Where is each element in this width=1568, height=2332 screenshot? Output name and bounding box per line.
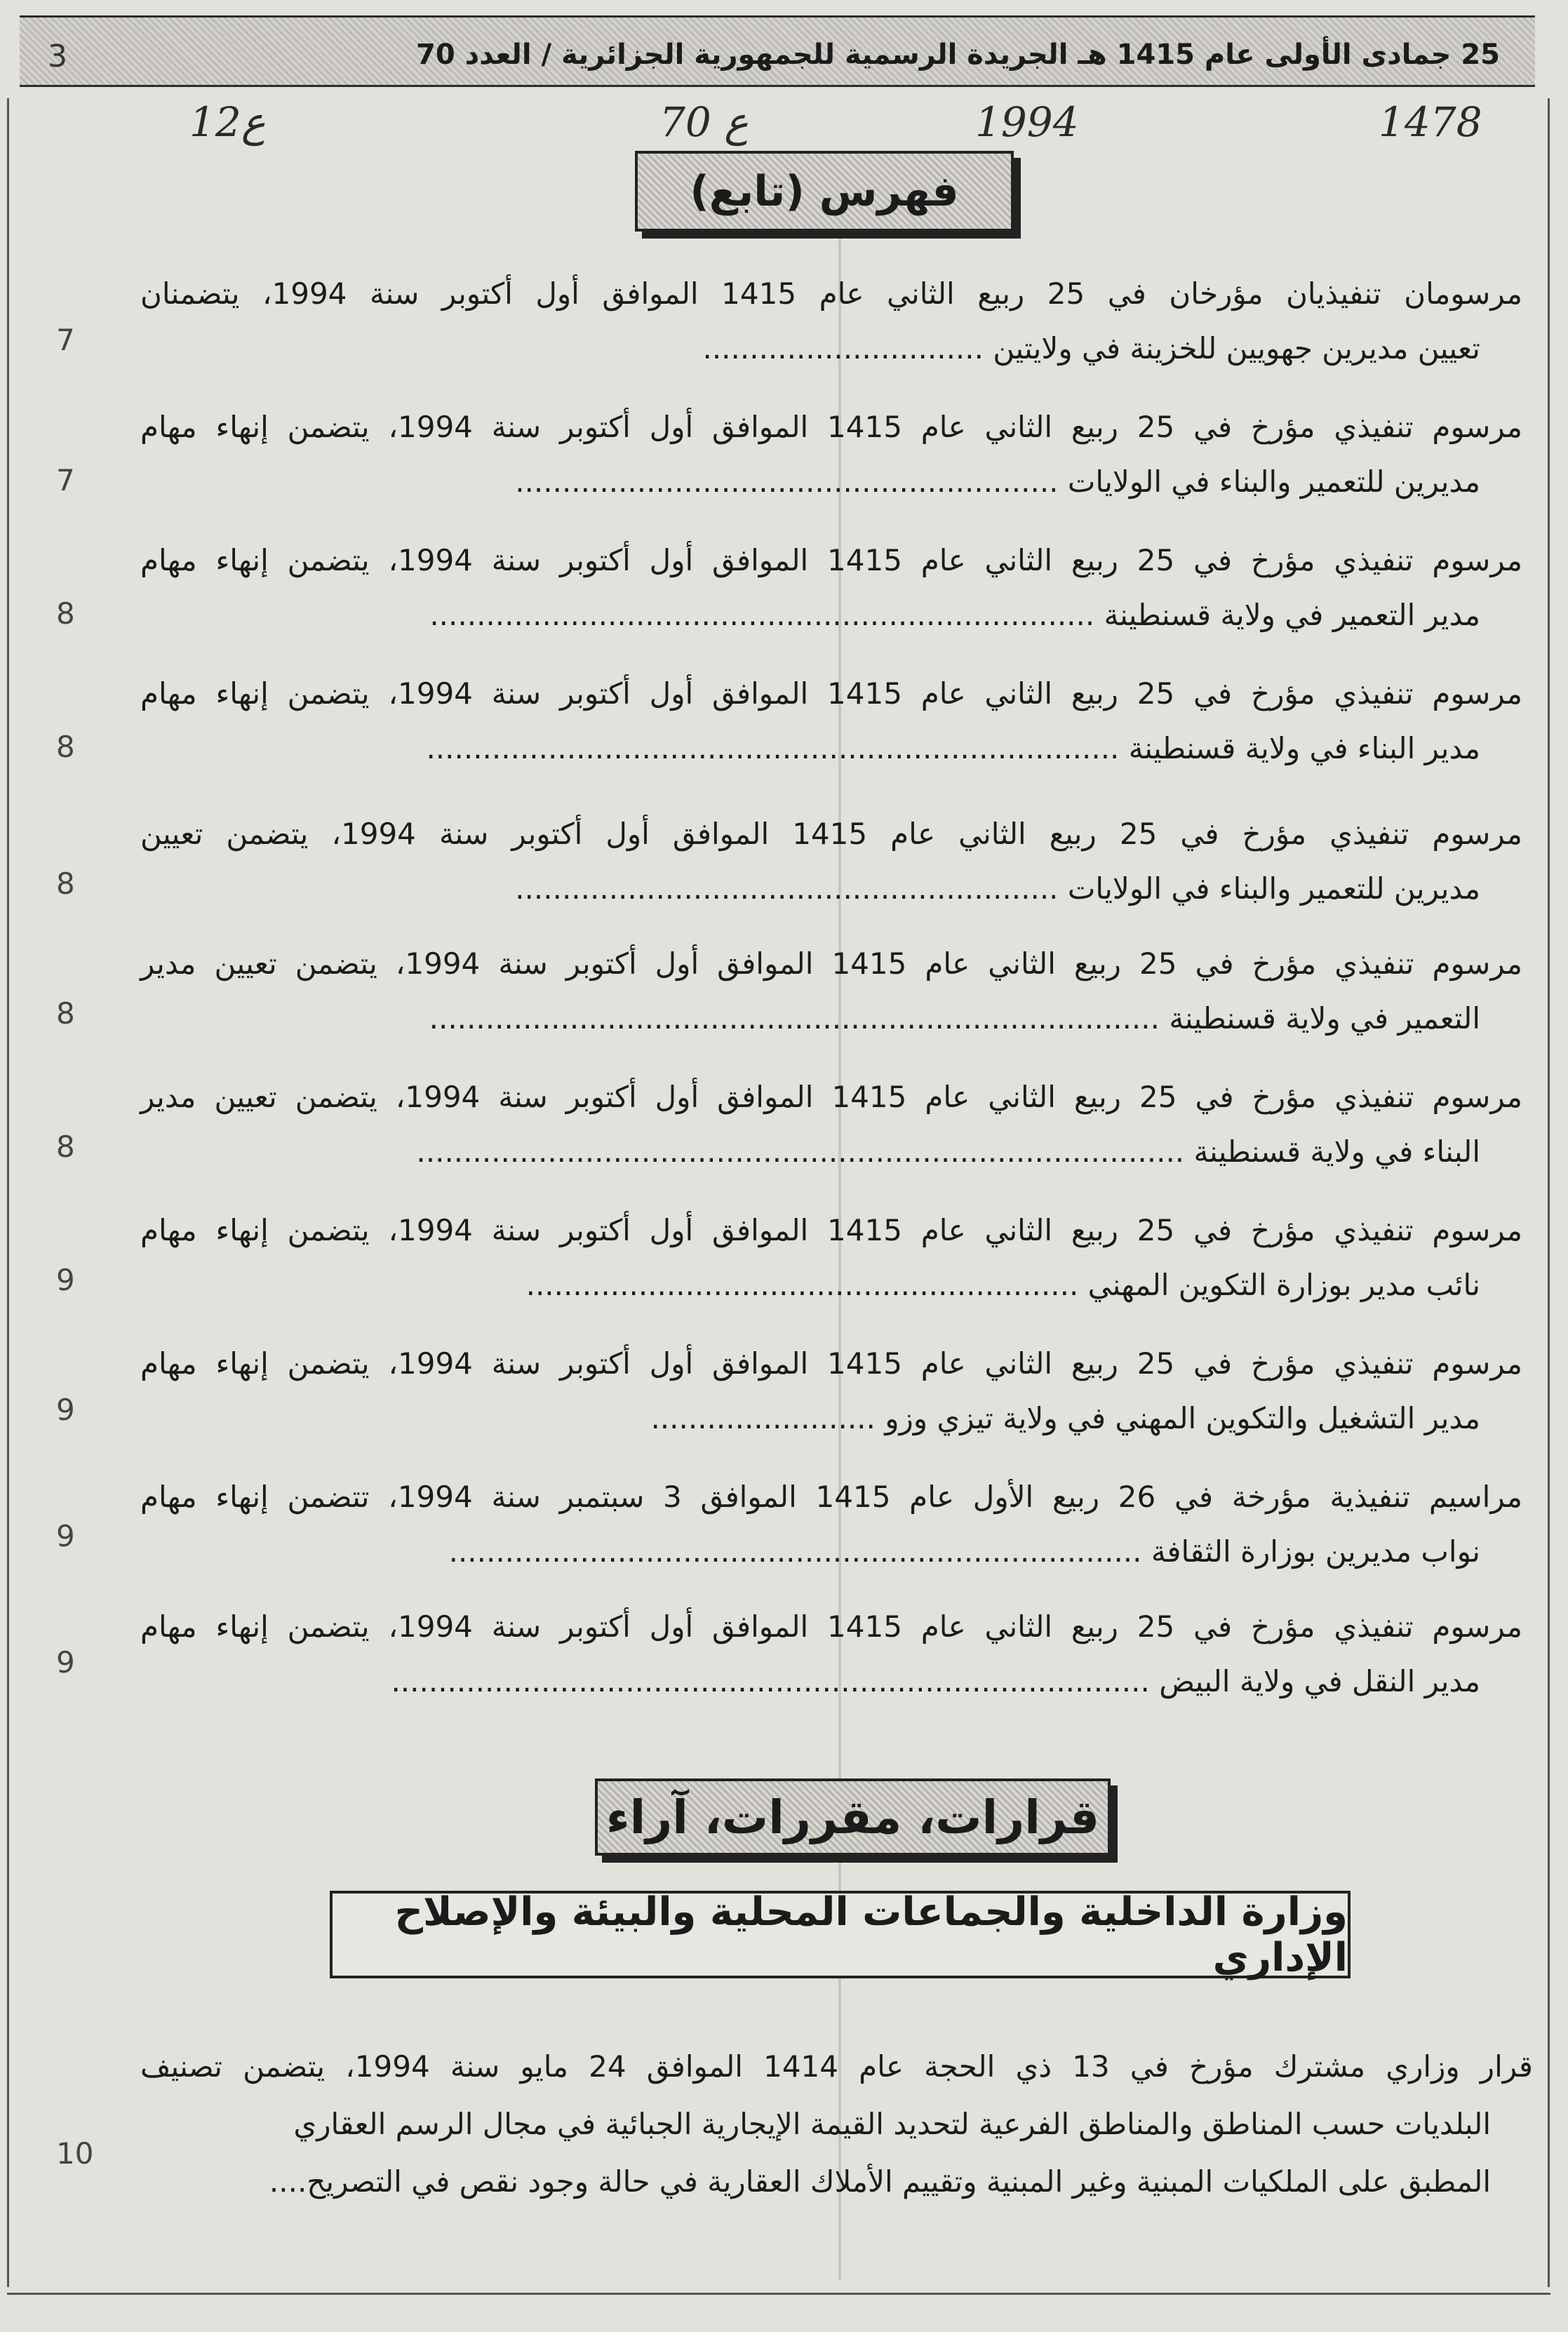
header-band xyxy=(20,15,1535,87)
index-entry xyxy=(140,1600,1522,1709)
index-entry xyxy=(140,666,1522,776)
index-entry xyxy=(140,533,1522,643)
entry-line-2: مدير البناء في ولاية قسنطينة .......................................................................... xyxy=(426,731,1480,765)
entry-line-2: نائب مدير بوزارة التكوين المهني ........................................................... xyxy=(525,1268,1480,1302)
final-entry-line-2: البلديات حسب المناطق والمناطق الفرعية لتحديد القيمة الإيجارية الجبائية في مجال الرسم العقاري xyxy=(293,2107,1491,2141)
entry-page: 8 xyxy=(56,866,75,901)
entry-line-2: مديرين للتعمير والبناء في الولايات .......................................................... xyxy=(515,871,1480,906)
index-entry xyxy=(140,1203,1522,1313)
final-entry-line-1: قرار وزاري مشترك مؤرخ في 13 ذي الحجة عام 1414 الموافق 24 مايو سنة 1994، يتضمن تصنيف xyxy=(140,2049,1534,2084)
index-entry xyxy=(140,267,1522,376)
entry-page: 9 xyxy=(56,1263,75,1297)
entry-page: 8 xyxy=(56,996,75,1031)
handwritten-note-1: 12ع xyxy=(189,98,266,146)
ministry-title: وزارة الداخلية والجماعات المحلية والبيئة والإصلاح الإداري xyxy=(394,1889,1348,1981)
index-entry xyxy=(140,400,1522,509)
bottom-border xyxy=(7,2293,1550,2295)
entry-line-1: مرسوم تنفيذي مؤرخ في 25 ربيع الثاني عام 1415 الموافق أول أكتوبر سنة 1994، يتضمن إنهاء مهام xyxy=(140,410,1522,444)
entry-line-1: مرسوم تنفيذي مؤرخ في 25 ربيع الثاني عام 1415 الموافق أول أكتوبر سنة 1994، يتضمن إنهاء مهام xyxy=(140,1213,1522,1247)
decisions-title-box xyxy=(595,1778,1111,1856)
entry-line-2: مدير التشغيل والتكوين المهني في ولاية تيزي وزو ........................ xyxy=(650,1401,1480,1435)
entry-line-1: مرسوم تنفيذي مؤرخ في 25 ربيع الثاني عام 1415 الموافق أول أكتوبر سنة 1994، يتضمن إنهاء مهام xyxy=(140,1609,1522,1644)
index-entry xyxy=(140,1070,1522,1179)
index-entry xyxy=(140,937,1522,1046)
entry-line-1: مرسوم تنفيذي مؤرخ في 25 ربيع الثاني عام 1415 الموافق أول أكتوبر سنة 1994، يتضمن تعيين xyxy=(140,817,1522,851)
handwritten-note-3: 1994 xyxy=(975,98,1079,146)
entry-line-2: مدير التعمير في ولاية قسنطينة ....................................................................... xyxy=(429,598,1480,632)
entry-page: 9 xyxy=(56,1393,75,1427)
entry-page: 7 xyxy=(56,323,75,357)
left-border xyxy=(7,98,9,2287)
page-number: 3 xyxy=(48,39,67,74)
entry-page: 8 xyxy=(56,1130,75,1164)
entry-page: 9 xyxy=(56,1519,75,1553)
entry-line-1: مرسوم تنفيذي مؤرخ في 25 ربيع الثاني عام 1415 الموافق أول أكتوبر سنة 1994، يتضمن إنهاء مهام xyxy=(140,676,1522,711)
entry-line-1: مرسوم تنفيذي مؤرخ في 25 ربيع الثاني عام 1415 الموافق أول أكتوبر سنة 1994، يتضمن تعيين مدير xyxy=(140,1080,1523,1114)
entry-line-2: البناء في ولاية قسنطينة .................................................................................. xyxy=(416,1134,1480,1169)
right-border xyxy=(1548,98,1550,2287)
entry-line-1: مرسوم تنفيذي مؤرخ في 25 ربيع الثاني عام 1415 الموافق أول أكتوبر سنة 1994، يتضمن إنهاء مهام xyxy=(140,543,1522,577)
index-entry xyxy=(140,807,1522,916)
entry-line-2: مدير النقل في ولاية البيض ................................................................................. xyxy=(391,1664,1480,1698)
final-entry-line-3: المطبق على الملكيات المبنية وغير المبنية وتقييم الأملاك العقارية في حالة وجود نقص في التصريح.... xyxy=(269,2164,1491,2199)
handwritten-note-2: 70 ع xyxy=(659,98,749,146)
index-entry xyxy=(140,1470,1522,1579)
entry-line-1: مراسيم تنفيذية مؤرخة في 26 ربيع الأول عام 1415 الموافق 3 سبتمبر سنة 1994، تتضمن إنهاء مهام xyxy=(140,1480,1523,1514)
final-entry xyxy=(140,2038,1533,2211)
index-title: فهرس (تابع) xyxy=(690,166,959,216)
entry-line-2: مديرين للتعمير والبناء في الولايات .......................................................... xyxy=(515,464,1480,499)
entry-page: 9 xyxy=(56,1645,75,1680)
entry-page: 7 xyxy=(56,463,75,497)
entry-page: 8 xyxy=(56,730,75,764)
entry-line-2: التعمير في ولاية قسنطينة .............................................................................. xyxy=(429,1001,1480,1036)
final-entry-page: 10 xyxy=(56,2136,94,2171)
decisions-title: قرارات، مقررات، آراء xyxy=(605,1790,1100,1844)
entry-line-1: مرسومان تنفيذيان مؤرخان في 25 ربيع الثاني عام 1415 الموافق أول أكتوبر سنة 1994، يتضمنان xyxy=(140,276,1522,311)
index-entry xyxy=(140,1336,1522,1446)
entry-line-1: مرسوم تنفيذي مؤرخ في 25 ربيع الثاني عام 1415 الموافق أول أكتوبر سنة 1994، يتضمن تعيين مدير xyxy=(140,946,1523,981)
header-text: 25 جمادى الأولى عام 1415 هـ الجريدة الرسمية للجمهورية الجزائرية / العدد 70 xyxy=(415,39,1500,71)
handwritten-note-4: 1478 xyxy=(1379,98,1482,146)
ministry-title-box xyxy=(330,1889,1351,1981)
entry-line-1: مرسوم تنفيذي مؤرخ في 25 ربيع الثاني عام 1415 الموافق أول أكتوبر سنة 1994، يتضمن إنهاء مهام xyxy=(140,1346,1522,1381)
index-title-box xyxy=(635,151,1014,232)
entry-page: 8 xyxy=(56,596,75,631)
entry-line-2: نواب مديرين بوزارة الثقافة .......................................................................... xyxy=(448,1534,1480,1569)
entry-line-2: تعيين مديرين جهويين للخزينة في ولايتين .............................. xyxy=(702,331,1480,366)
